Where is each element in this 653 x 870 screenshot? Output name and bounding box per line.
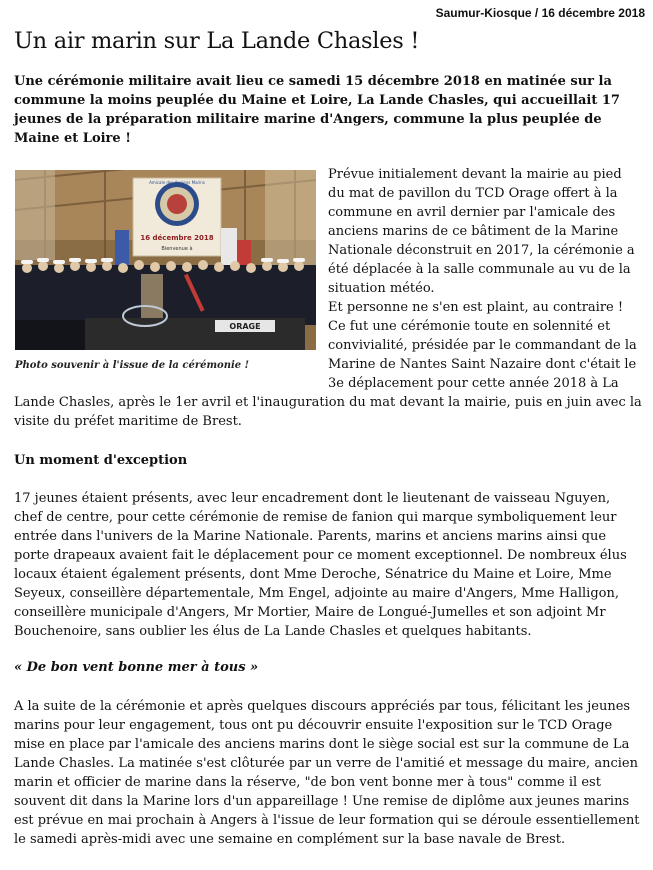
banner-emblem-text: Amicale des Anciens Marins: [149, 180, 205, 185]
plaque-text: ORAGE: [229, 322, 261, 331]
banner-welcome: Bienvenue à: [161, 246, 193, 252]
banner-date: 16 décembre 2018: [140, 234, 214, 242]
paragraph-2: Et personne ne s'en est plaint, au contraire ! Ce fut une cérémonie toute en solennité et convivialité, présidée par le commandant de la Marine de Nantes Saint Nazaire dont c'était le 3e déplacement pour cette année 2018 à La Lande Chasles, après le 1er avril et l'inauguration du mat devant la mairie, puis en juin avec la visite du préfet maritime de Brest.: [14, 300, 642, 429]
paragraph-1: Prévue initialement devant la mairie au pied du mat de pavillon du TCD Orage offert à la commune en avril dernier par l'amicale des anciens marins de ce bâtiment de la Marine Nationale déconstruit en 2017, la cérémonie a été déplacée à la salle communale au vu de la situation météo.: [328, 167, 635, 296]
source-line: Saumur-Kiosque / 16 décembre 2018: [435, 6, 645, 20]
article-lead: Une cérémonie militaire avait lieu ce samedi 15 décembre 2018 en matinée sur la commune la moins peuplée du Maine et Loire, La Lande Chasles, qui accueillait 17 jeunes de la préparation militaire marine d'Angers, commune la plus peuplée de Maine et Loire !: [14, 74, 620, 146]
article-title: Un air marin sur La Lande Chasles !: [14, 28, 420, 54]
section-1-body: 17 jeunes étaient présents, avec leur encadrement dont le lieutenant de vaisseau Nguyen, chef de centre, pour cette cérémonie de remise de fanion qui marque symboliquement leur entrée dans l'univers de la Marine Nationale. Parents, marins et anciens marins ainsi que porte drapeaux avaient fait le déplacement pour ce moment exceptionnel. De nombreux élus locaux étaient également présents, dont Mme Deroche, Sénatrice du Maine et Loire, Mme Seyeux, conseillère départementale, Mm Engel, adjointe au maire d'Angers, Mme Halligon, conseillère municipale d'Angers, Mr Mortier, Maire de Longué-Jumelles et son adjoint Mr Bouchenoire, sans oublier les élus de La Lande Chasles et quelques habitants.: [14, 491, 627, 639]
section-heading-exception: Un moment d'exception: [14, 453, 188, 468]
section-2-body: A la suite de la cérémonie et après quelques discours appréciés par tous, félicitant les jeunes marins pour leur engagement, tous ont pu découvrir ensuite l'exposition sur le TCD Orage mise en place par l'amicale des anciens marins dont le siège social est sur la commune de La Lande Chasles. La matinée s'est clôturée par un verre de l'amitié et message du maire, ancien marin et officier de marine dans la réserve, "de bon vent bonne mer à tous" comme il est souvent dit dans la Marine lors d'un appareillage ! Une remise de diplôme aux jeunes marins est prévue en mai prochain à Angers à l'issue de leur formation qui se déroule essentiellement le samedi après-midi avec une semaine en complément sur la base navale de Brest.: [14, 699, 640, 847]
section-heading-quote: « De bon vent bonne mer à tous »: [14, 660, 259, 675]
photo-caption: Photo souvenir à l'issue de la cérémonie !: [15, 360, 250, 371]
article-intro: [14, 165, 642, 431]
